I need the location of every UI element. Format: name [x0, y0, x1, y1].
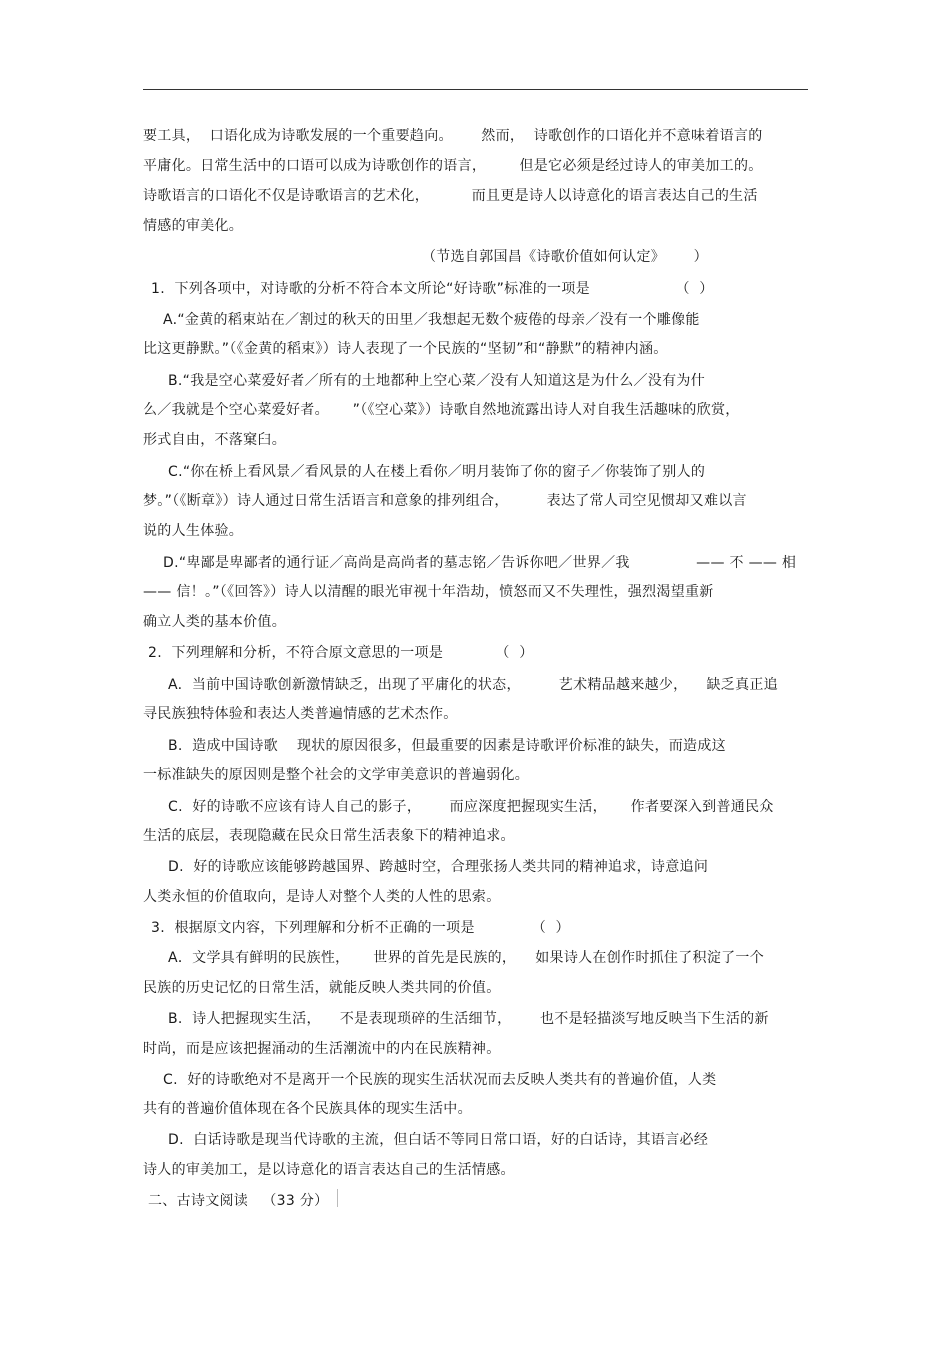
q2-option-b-line-2: 一标准缺失的原因则是整个社会的文学审美意识的普遍弱化。: [143, 767, 530, 783]
q1-option-b-line-2: 么／我就是个空心菜爱好者。 ”（《空心菜》）诗歌自然地流露出诗人对自我生活趣味的欣赏，: [143, 402, 740, 418]
q1-option-b-line-3: 形式自由，不落窠臼。: [143, 432, 286, 448]
q1-option-a-line-1: A.“金黄的稻束站在／割过的秋天的田里／我想起无数个疲倦的母亲／没有一个雕像能: [163, 312, 700, 328]
passage-source: （节选自郭国昌《诗歌价值如何认定》 ）: [422, 249, 708, 265]
q3-option-a-line-2: 民族的历史记忆的日常生活，就能反映人类共同的价值。: [143, 980, 501, 996]
q2-option-b-line-1: B. 造成中国诗歌 现状的原因很多，但最重要的因素是诗歌评价标准的缺失，而造成这: [168, 738, 726, 754]
q1-option-d-line-3: 确立人类的基本价值。: [143, 614, 286, 630]
q3-option-d-line-1: D. 白话诗歌是现当代诗歌的主流，但白话不等同日常口语，好的白话诗，其语言必经: [168, 1132, 709, 1148]
q1-option-a-line-2: 比这更静默。”（《金黄的稻束》）诗人表现了一个民族的“坚韧”和“静默”的精神内涵。: [143, 341, 668, 357]
q2-option-d-line-2: 人类永恒的价值取向，是诗人对整个人类的人性的思索。: [143, 889, 501, 905]
question-3-stem: 3. 根据原文内容，下列理解和分析不正确的一项是 （ ）: [151, 920, 570, 936]
passage-line-2: 平庸化。日常生活中的口语可以成为诗歌创作的语言， 但是它必须是经过诗人的审美加工的。: [143, 158, 763, 174]
q1-option-d-line-1: D.“卑鄙是卑鄙者的通行证／高尚是高尚者的墓志铭／告诉你吧／世界／我 —— 不 —— 相: [163, 555, 797, 571]
q3-option-c-line-2: 共有的普遍价值体现在各个民族具体的现实生活中。: [143, 1101, 472, 1117]
q2-option-d-line-1: D. 好的诗歌应该能够跨越国界、跨越时空，合理张扬人类共同的精神追求，诗意追问: [168, 859, 709, 875]
q1-option-b-line-1: B.“我是空心菜爱好者／所有的土地都种上空心菜／没有人知道这是为什么／没有为什: [168, 373, 706, 389]
q3-option-b-line-2: 时尚，而是应该把握涌动的生活潮流中的内在民族精神。: [143, 1041, 501, 1057]
q1-option-c-line-3: 说的人生体验。: [143, 523, 244, 539]
q3-option-b-line-1: B. 诗人把握现实生活， 不是表现琐碎的生活细节， 也不是轻描淡写地反映当下生活的新: [168, 1011, 769, 1027]
passage-line-3: 诗歌语言的口语化不仅是诗歌语言的艺术化， 而且更是诗人以诗意化的语言表达自己的生活: [143, 188, 758, 204]
passage-line-1: 要工具， 口语化成为诗歌发展的一个重要趋向。 然而， 诗歌创作的口语化并不意味着语言的: [143, 128, 763, 144]
heading-divider: [337, 1189, 338, 1207]
q2-option-c-line-1: C. 好的诗歌不应该有诗人自己的影子， 而应深度把握现实生活， 作者要深入到普通民众: [168, 799, 774, 815]
q2-option-a-line-2: 寻民族独特体验和表达人类普遍情感的艺术杰作。: [143, 706, 458, 722]
q1-option-c-line-2: 梦。”（《断章》）诗人通过日常生活语言和意象的排列组合， 表达了常人司空见惯却又难以言: [143, 493, 747, 509]
q3-option-a-line-1: A．文学具有鲜明的民族性， 世界的首先是民族的， 如果诗人在创作时抓住了积淀了一个: [168, 950, 765, 966]
q1-option-d-line-2: —— 信！。”（《回答》）诗人以清醒的眼光审视十年浩劫，愤怒而又不失理性，强烈渴望重新: [143, 584, 714, 600]
q3-option-c-line-1: C. 好的诗歌绝对不是离开一个民族的现实生活状况而去反映人类共有的普遍价值，人类: [163, 1072, 717, 1088]
passage-line-4: 情感的审美化。: [143, 218, 244, 234]
question-1-stem: 1. 下列各项中，对诗歌的分析不符合本文所论“好诗歌”标准的一项是 （ ）: [151, 281, 714, 297]
q3-option-d-line-2: 诗人的审美加工，是以诗意化的语言表达自己的生活情感。: [143, 1162, 515, 1178]
q2-option-a-line-1: A. 当前中国诗歌创新激情缺乏，出现了平庸化的状态， 艺术精品越来越少， 缺乏真正追: [168, 677, 778, 693]
q1-option-c-line-1: C.“你在桥上看风景／看风景的人在楼上看你／明月装饰了你的窗子／你装饰了别人的: [168, 464, 706, 480]
question-2-stem: 2. 下列理解和分析，不符合原文意思的一项是 （ ）: [148, 645, 534, 661]
q2-option-c-line-2: 生活的底层，表现隐藏在民众日常生活表象下的精神追求。: [143, 828, 515, 844]
section-2-heading: 二、古诗文阅读 （33 分）: [148, 1193, 329, 1209]
header-rule: [143, 89, 808, 90]
